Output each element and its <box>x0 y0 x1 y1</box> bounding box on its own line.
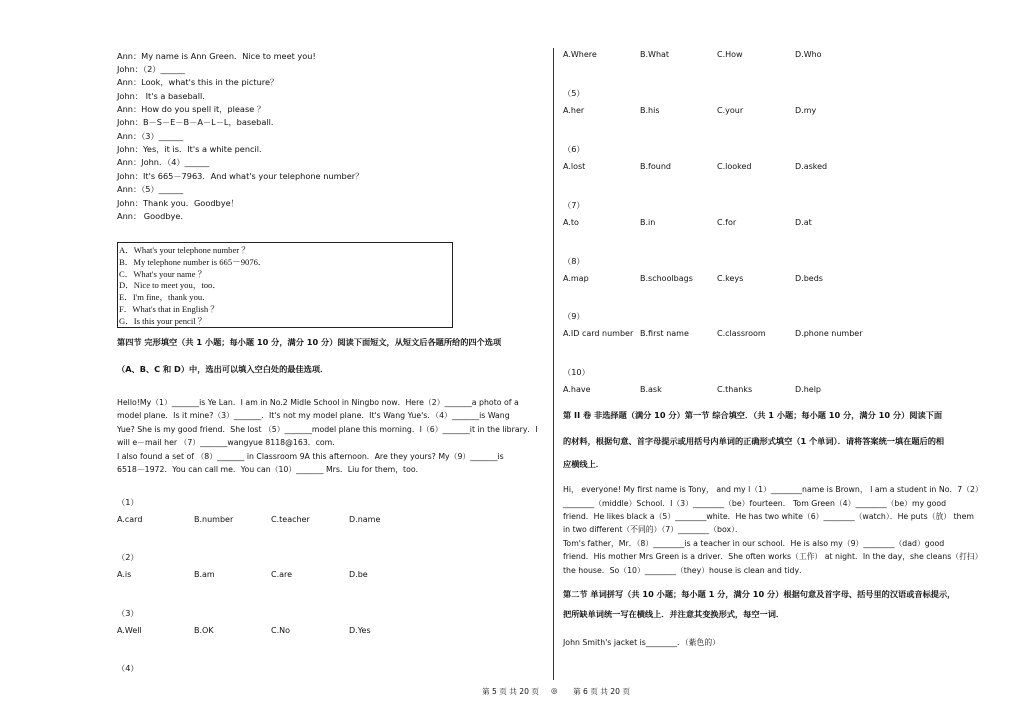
fill-passage-line: friend．His mother Mrs Green is a driver．She often works（工作） at night．In the day，she cleans（打扫） <box>563 552 983 561</box>
option-choice[interactable]: A.Where <box>563 50 597 59</box>
option-d: D．Nice to meet you，too． <box>119 280 221 291</box>
question-number: （3） <box>117 608 139 618</box>
option-choice[interactable]: C.are <box>271 570 293 579</box>
option-choice[interactable]: C.classroom <box>717 329 766 338</box>
question-number: （6） <box>563 144 585 154</box>
question-options <box>117 626 417 638</box>
question-number: （1） <box>117 497 139 507</box>
option-choice[interactable]: A.have <box>563 385 591 394</box>
option-choice[interactable]: C.looked <box>717 162 752 171</box>
option-choice[interactable]: B.found <box>640 162 671 171</box>
passage-line: will e－mail her （7）_______wangyue 8118@163．com． <box>117 438 341 447</box>
footer-page-right: 第 6 页 共 20 页 <box>573 687 630 696</box>
dialogue-line: Ann：（3）______ <box>117 131 184 141</box>
option-choice[interactable]: C.your <box>717 106 744 115</box>
part2-heading: 第 II 卷 非选择题（满分 10 分）第一节 综合填空．（共 1 小题；每小题 10 分，满分 10 分）阅读下面 <box>563 410 943 420</box>
question-number: （2） <box>117 552 139 562</box>
option-choice[interactable]: A.ID card number <box>563 329 634 338</box>
option-choice[interactable]: D.be <box>349 570 368 579</box>
dialogue-line: John： It's a baseball． <box>117 91 211 101</box>
passage-line: model plane．Is it mine?（3）_______．It's not my model plane．It's Wang Yue's．（4）_______is Wang <box>117 411 510 420</box>
option-e: E．I'm fine，thank you． <box>119 292 211 303</box>
option-choice[interactable]: A.card <box>117 515 143 524</box>
passage-line: I also found a set of （8）_______ in Classroom 9A this afternoon．Are they yours? My（9）_______is <box>117 452 504 461</box>
option-choice[interactable]: C.No <box>271 626 291 635</box>
option-choice[interactable]: A.her <box>563 106 585 115</box>
option-choice[interactable]: D.my <box>795 106 817 115</box>
option-b: B．My telephone number is 665－9076． <box>119 256 267 267</box>
dialogue-line: Ann： Goodbye． <box>117 211 189 221</box>
option-choice[interactable]: B.first name <box>640 329 689 338</box>
dialogue-line: John：Yes，it is．It's a white pencil． <box>117 144 268 154</box>
dialogue-line: Ann：（5）______ <box>117 184 184 194</box>
section2-heading-cont: 把所缺单词统一写在横线上．并注意其变换形式，每空一词． <box>563 609 785 619</box>
option-choice[interactable]: C.How <box>717 50 743 59</box>
dialogue-line: Ann：My name is Ann Green．Nice to meet you! <box>117 51 316 61</box>
dialogue-line: John：（2）______ <box>117 64 186 74</box>
option-choice[interactable]: B.in <box>640 218 656 227</box>
option-choice[interactable]: D.Yes <box>349 626 371 635</box>
option-choice[interactable]: B.his <box>640 106 660 115</box>
dialogue-line: John：B－S－E－B－A－L－L，baseball． <box>117 117 280 127</box>
option-f: F．What's that in English ？ <box>119 303 219 314</box>
question-options <box>563 385 883 397</box>
question-number: （7） <box>563 200 585 210</box>
option-choice[interactable]: A.Well <box>117 626 142 635</box>
fill-passage-line: Hi， everyone! My first name is Tony， and my l（1）________name is Brown， I am a student in No．7（2） <box>563 485 983 494</box>
option-choice[interactable]: D.name <box>349 515 381 524</box>
section4-heading-cont: （A、B、C 和 D）中，选出可以填入空白处的最佳选项． <box>117 364 329 374</box>
question-number: （4） <box>117 663 139 673</box>
question-options <box>563 162 883 174</box>
option-choice[interactable]: D.asked <box>795 162 828 171</box>
question-options <box>117 570 417 582</box>
spelling-question: John Smith's jacket is________．（紫色的） <box>563 638 720 647</box>
option-choice[interactable]: A.map <box>563 274 589 283</box>
option-a: A．What's your telephone number ？ <box>119 245 250 255</box>
page-divider <box>553 48 554 680</box>
question-options <box>563 50 883 62</box>
fill-passage-line: friend．He likes black a（5）________white．He has two white（6）________（watch）．He puts（放） them <box>563 512 974 521</box>
section4-heading: 第四节 完形填空（共 1 小题；每小题 10 分，满分 10 分）阅读下面短文，从短文后各题所给的四个选项 <box>117 337 502 347</box>
question-options <box>563 329 883 341</box>
question-number: （10） <box>563 367 590 377</box>
option-choice[interactable]: B.OK <box>194 626 214 635</box>
question-number: （5） <box>563 88 585 98</box>
option-choice[interactable]: B.schoolbags <box>640 274 693 283</box>
question-options <box>563 274 883 286</box>
dialogue-line: Ann：How do you spell it，please ？ <box>117 104 266 114</box>
dialogue-line: John：It's 665－7963．And what's your telephone number？ <box>117 171 364 181</box>
option-choice[interactable]: C.teacher <box>271 515 310 524</box>
left-page <box>117 0 547 724</box>
option-choice[interactable]: C.for <box>717 218 737 227</box>
fill-passage-line: the house．So（10）________（they）house is clean and tidy． <box>563 566 807 575</box>
question-number: （8） <box>563 256 585 266</box>
option-choice[interactable]: D.at <box>795 218 812 227</box>
dialogue-line: Ann：John．（4）______ <box>117 157 210 167</box>
dialogue-line: Ann：Look，what's this in the picture？ <box>117 77 279 87</box>
option-choice[interactable]: B.number <box>194 515 234 524</box>
question-options <box>117 515 417 527</box>
option-choice[interactable]: D.Who <box>795 50 822 59</box>
footer-page-left: 第 5 页 共 20 页 <box>482 687 539 696</box>
fill-passage-line: in two different（不同的）（7）________（box）． <box>563 525 743 534</box>
option-choice[interactable]: A.to <box>563 218 579 227</box>
part2-heading-cont: 的材料，根据句意、首字母提示或用括号内单词的正确形式填空（1 个单词）．请将答案统一填在题后的相 <box>563 436 945 446</box>
fill-passage-line: ________（middle）School．I（3）________（be）fourteen． Tom Green（4）________（be）my good <box>563 499 947 508</box>
passage-line: 6518－1972．You can call me．You can（10）_______ Mrs．Liu for them，too． <box>117 465 424 474</box>
question-options <box>563 218 883 230</box>
option-choice[interactable]: B.What <box>640 50 670 59</box>
option-choice[interactable]: A.is <box>117 570 132 579</box>
right-page <box>563 0 1003 724</box>
option-choice[interactable]: D.beds <box>795 274 823 283</box>
option-choice[interactable]: A.lost <box>563 162 586 171</box>
question-number: （9） <box>563 311 585 321</box>
option-choice[interactable]: B.am <box>194 570 215 579</box>
question-options <box>563 106 883 118</box>
answer-options-box <box>117 242 453 328</box>
option-choice[interactable]: D.help <box>795 385 821 394</box>
footer-mark: ◎ <box>551 686 558 695</box>
part2-heading-end: 应横线上． <box>563 459 604 469</box>
option-choice[interactable]: C.thanks <box>717 385 753 394</box>
section2-heading: 第二节 单词拼写（共 10 小题；每小题 1 分，满分 10 分）根据句意及首字母、括号里的汉语或音标提示， <box>563 589 956 599</box>
fill-passage-line: Tom's father，Mr．（8）________is a teacher in our school．He is also my（9）________（dad）good <box>563 539 945 548</box>
option-choice[interactable]: B.ask <box>640 385 662 394</box>
dialogue-line: John：Thank you．Goodbye！ <box>117 198 239 208</box>
option-choice[interactable]: C.keys <box>717 274 744 283</box>
passage-line: Hello!My（1）_______is Ye Lan．I am in No.2 Midle School in Ningbo now．Here（2）_______a photo of a <box>117 398 519 407</box>
option-g: G．Is this your pencil ？ <box>119 315 207 326</box>
passage-line: Yue? She is my good friend．She lost （5）_______model plane this morning．I（6）_______it in the library．I <box>117 425 538 434</box>
option-c: C．What's your name ？ <box>119 268 207 279</box>
option-choice[interactable]: D.phone number <box>795 329 863 338</box>
